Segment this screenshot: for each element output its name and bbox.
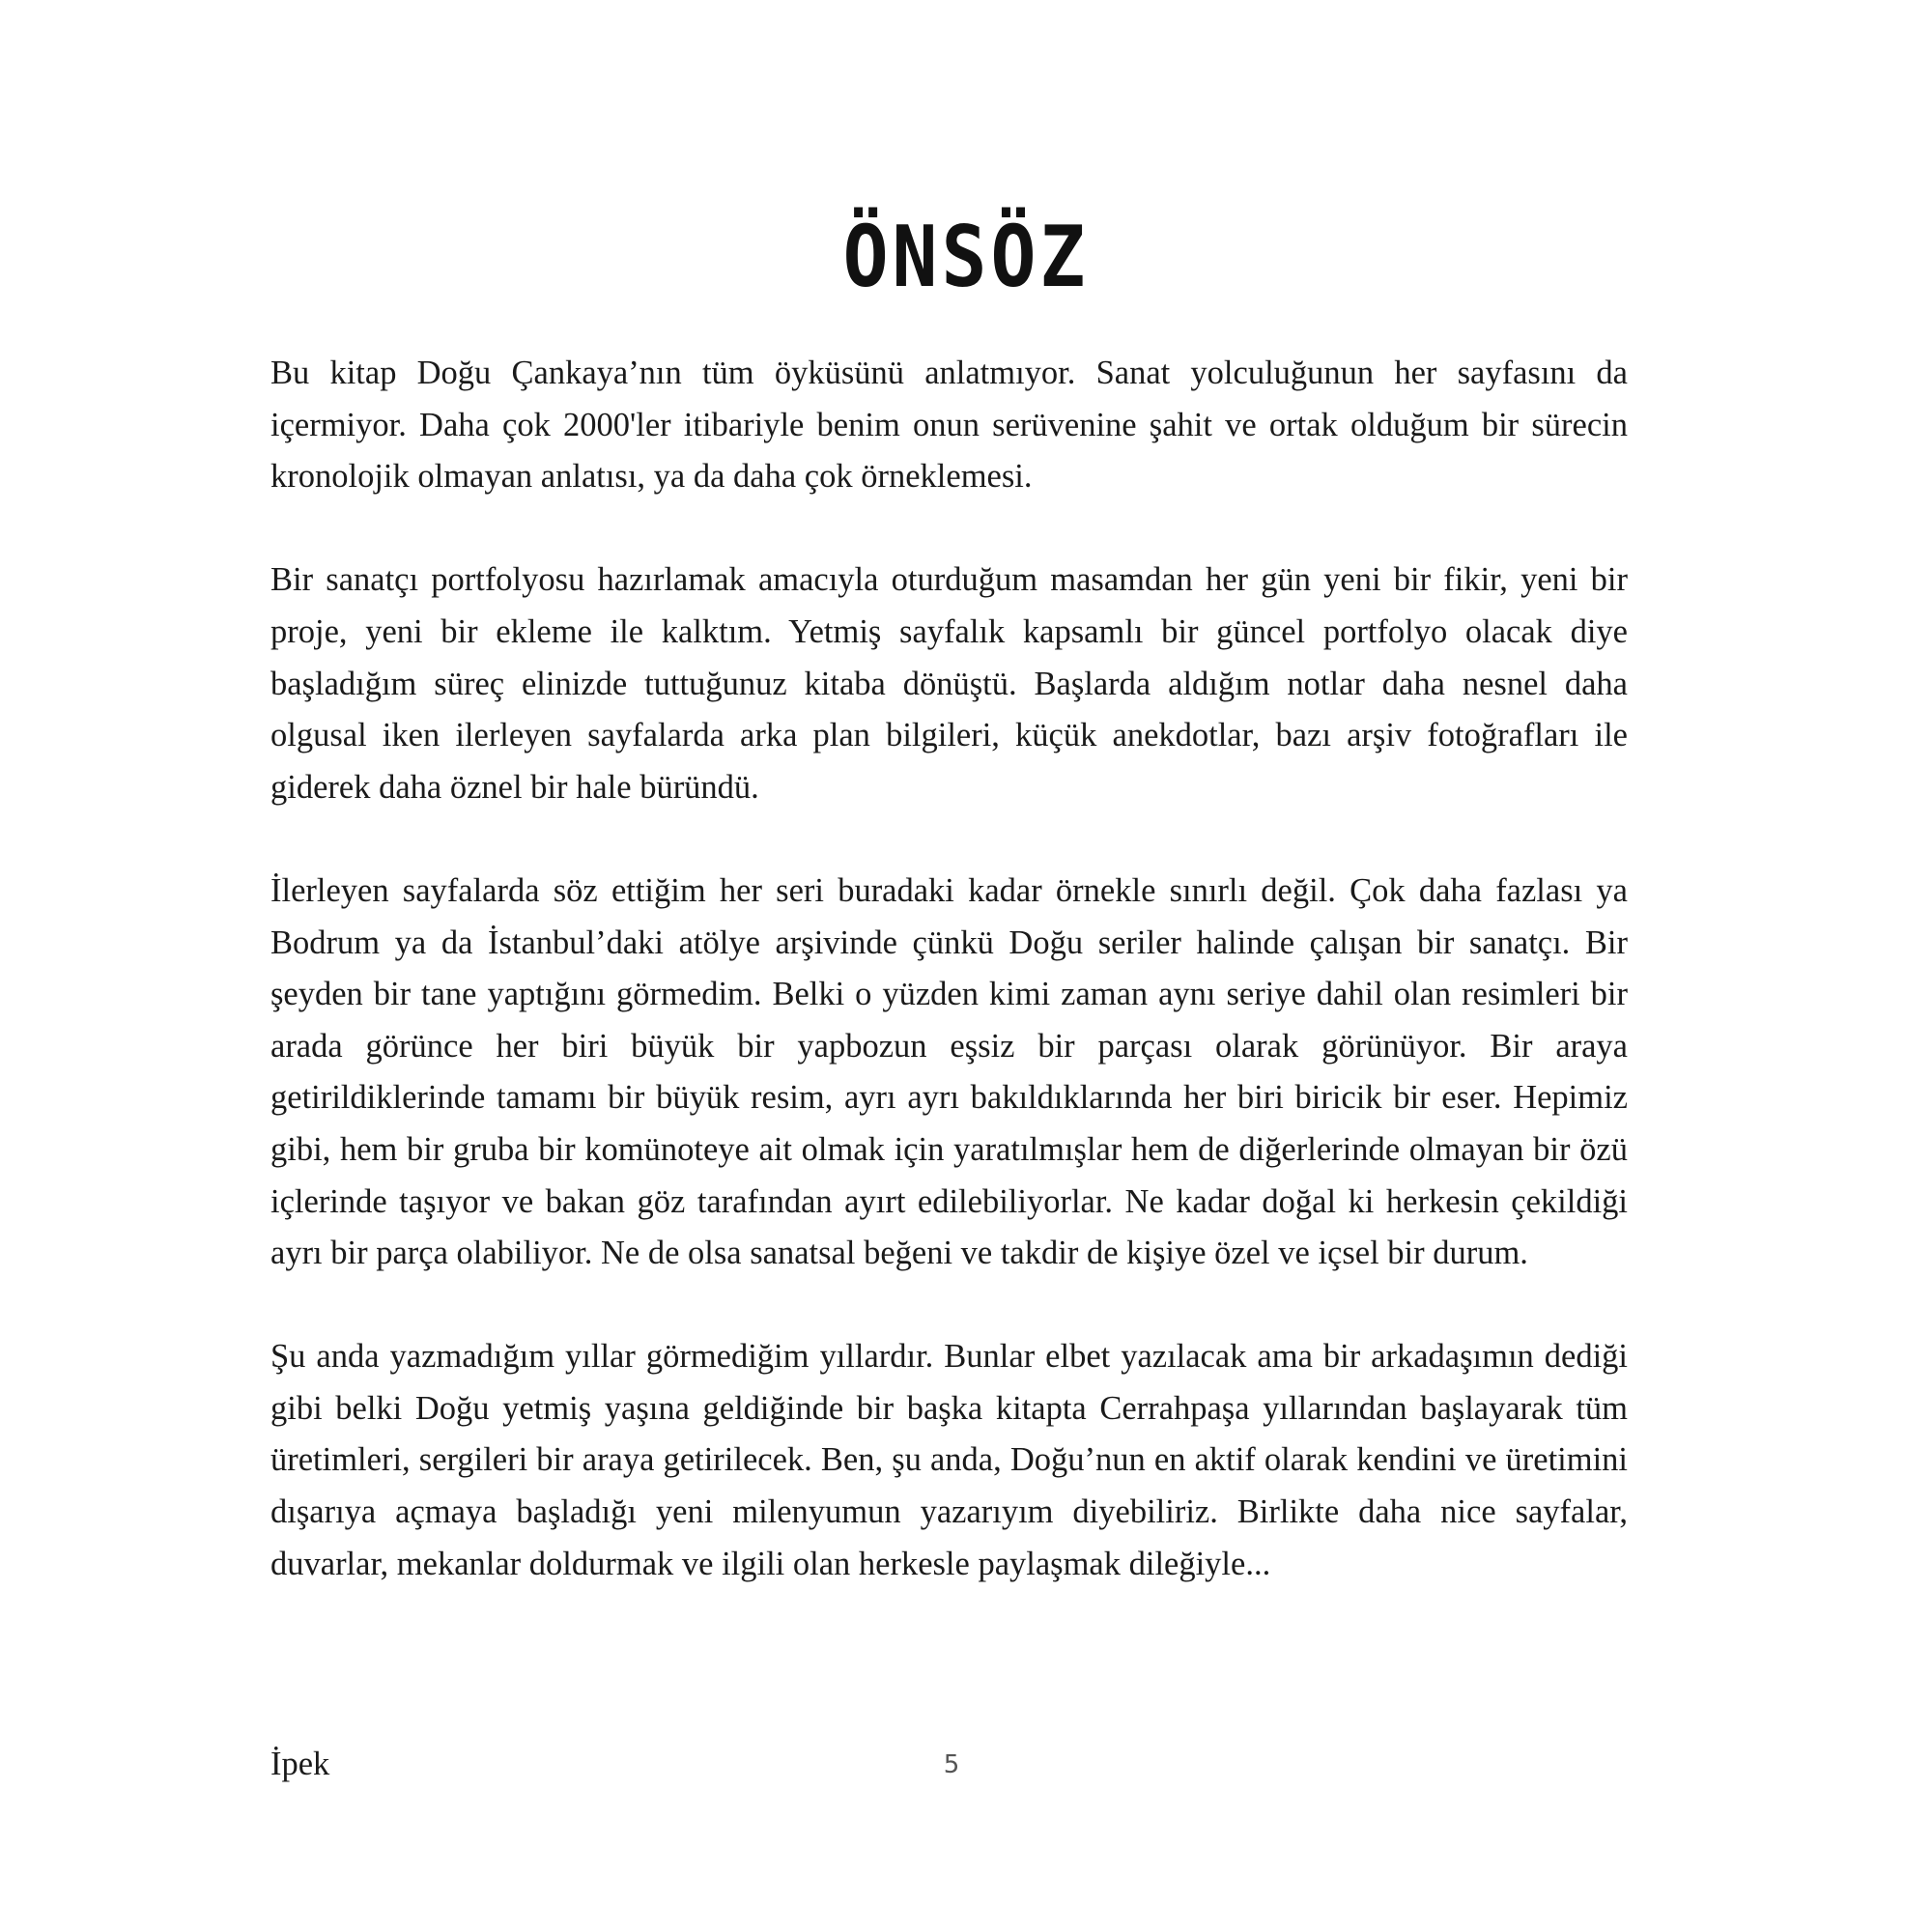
page-title: ÖNSÖZ (842, 209, 1090, 307)
author-signature: İpek (270, 1746, 330, 1782)
body-text (270, 348, 1628, 1642)
paragraph-2: Bir sanatçı portfolyosu hazırlamak amacıyla oturduğum masamdan her gün yeni bir fikir, yeni bir proje, yeni bir ekleme ile kalktım. Yetmiş sayfalık kapsamlı bir güncel portfolyo olacak diye başladığım süreç elinizde tuttuğunuz kitaba dönüştü. Başlarda aldığım notlar daha nesnel daha olgusal iken ilerleyen sayfalarda arka plan bilgileri, küçük anekdotlar, bazı arşiv fotoğrafları ile giderek daha öznel bir hale büründü. (270, 561, 1628, 806)
page-number: 5 (943, 1750, 960, 1779)
paragraph-1: Bu kitap Doğu Çankaya’nın tüm öyküsünü anlatmıyor. Sanat yolculuğunun her sayfasını da içermiyor. Daha çok 2000'ler itibariyle benim onun serüvenine şahit ve ortak olduğum bir sürecin kronolojik olmayan anlatısı, ya da daha çok örneklemesi. (270, 355, 1628, 496)
paragraph-3: İlerleyen sayfalarda söz ettiğim her seri buradaki kadar örnekle sınırlı değil. Çok daha fazlası ya Bodrum ya da İstanbul’daki atölye arşivinde çünkü Doğu seriler halinde çalışan bir sanatçı. Bir şeyden bir tane yaptığını görmedim. Belki o yüzden kimi zaman aynı seriye dahil olan resimleri bir arada görünce her biri büyük bir yapbozun eşsiz bir parçası olarak görünüyor. Bir araya getirildiklerinde tamamı bir büyük resim, ayrı ayrı bakıldıklarında her biri biricik bir eser. Hepimiz gibi, hem bir gruba bir komünoteye ait olmak için yaratılmışlar hem de diğerlerinde olmayan bir özü içlerinde taşıyor ve bakan göz tarafından ayırt edilebiliyorlar. Ne kadar doğal ki herkesin çekildiği ayrı bir parça olabiliyor. Ne de olsa sanatsal beğeni ve takdir de kişiye özel ve içsel bir durum. (270, 871, 1628, 1272)
paragraph-4: Şu anda yazmadığım yıllar görmediğim yıllardır. Bunlar elbet yazılacak ama bir arkadaşımın dediği gibi belki Doğu yetmiş yaşına geldiğinde bir başka kitapta Cerrahpaşa yıllarından başlayarak tüm üretimleri, sergileri bir araya getirilecek. Ben, şu anda, Doğu’nun en aktif olarak kendini ve üretimini dışarıya açmaya başladığı yeni milenyumun yazarıyım diyebiliriz. Birlikte daha nice sayfalar, duvarlar, mekanlar doldurmak ve ilgili olan herkesle paylaşmak dileğiyle... (270, 1338, 1628, 1582)
